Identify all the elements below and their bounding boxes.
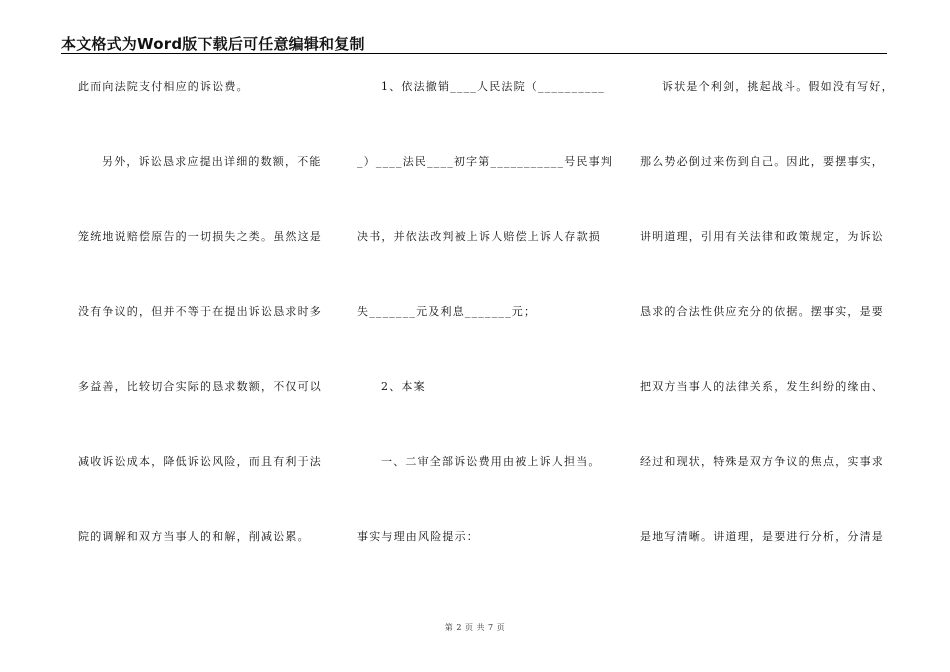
text-line: 那么势必倒过来伤到自己。因此，要摆事实，	[640, 155, 884, 168]
text-line: 没有争议的，但并不等于在提出诉讼恳求时多	[78, 305, 322, 318]
text-line: 讲明道理，引用有关法律和政策规定，为诉讼	[640, 230, 884, 243]
page-number: 第 2 页 共 7 页	[444, 623, 506, 632]
text-line: 事实与理由风险提示：	[357, 530, 479, 543]
text-line: 院的调解和双方当事人的和解，削减讼累。	[78, 530, 310, 543]
text-line: 另外，诉讼恳求应提出详细的数额，不能	[102, 155, 322, 168]
text-line: 决书，并依法改判被上诉人赔偿上诉人存款损	[357, 230, 601, 243]
header-divider	[61, 53, 887, 54]
text-line: 把双方当事人的法律关系，发生纠纷的缘由、	[640, 380, 884, 393]
document-header-title: 本文格式为Word版下载后可任意编辑和复制	[61, 35, 365, 53]
text-line: 经过和现状，特殊是双方争议的焦点，实事求	[640, 455, 884, 468]
text-line: 减收诉讼成本，降低诉讼风险，而且有利于法	[78, 455, 322, 468]
text-line: 2、本案	[381, 380, 426, 393]
text-line: 此而向法院支付相应的诉讼费。	[78, 80, 249, 93]
text-line: 一、二审全部诉讼费用由被上诉人担当。	[381, 455, 601, 468]
text-line: 1、依法撤销____人民法院（__________	[381, 80, 605, 93]
text-line: 诉状是个利剑，挑起战斗。假如没有写好，	[662, 80, 894, 93]
text-line: 失_______元及利息_______元；	[357, 305, 537, 318]
text-line: 多益善，比较切合实际的恳求数额，不仅可以	[78, 380, 322, 393]
text-line: _）____法民____初字第___________号民事判	[357, 155, 613, 168]
text-line: 恳求的合法性供应充分的依据。摆事实，是要	[640, 305, 884, 318]
text-line: 笼统地说赔偿原告的一切损失之类。虽然这是	[78, 230, 322, 243]
text-line: 是地写清晰。讲道理，是要进行分析，分清是	[640, 530, 884, 543]
